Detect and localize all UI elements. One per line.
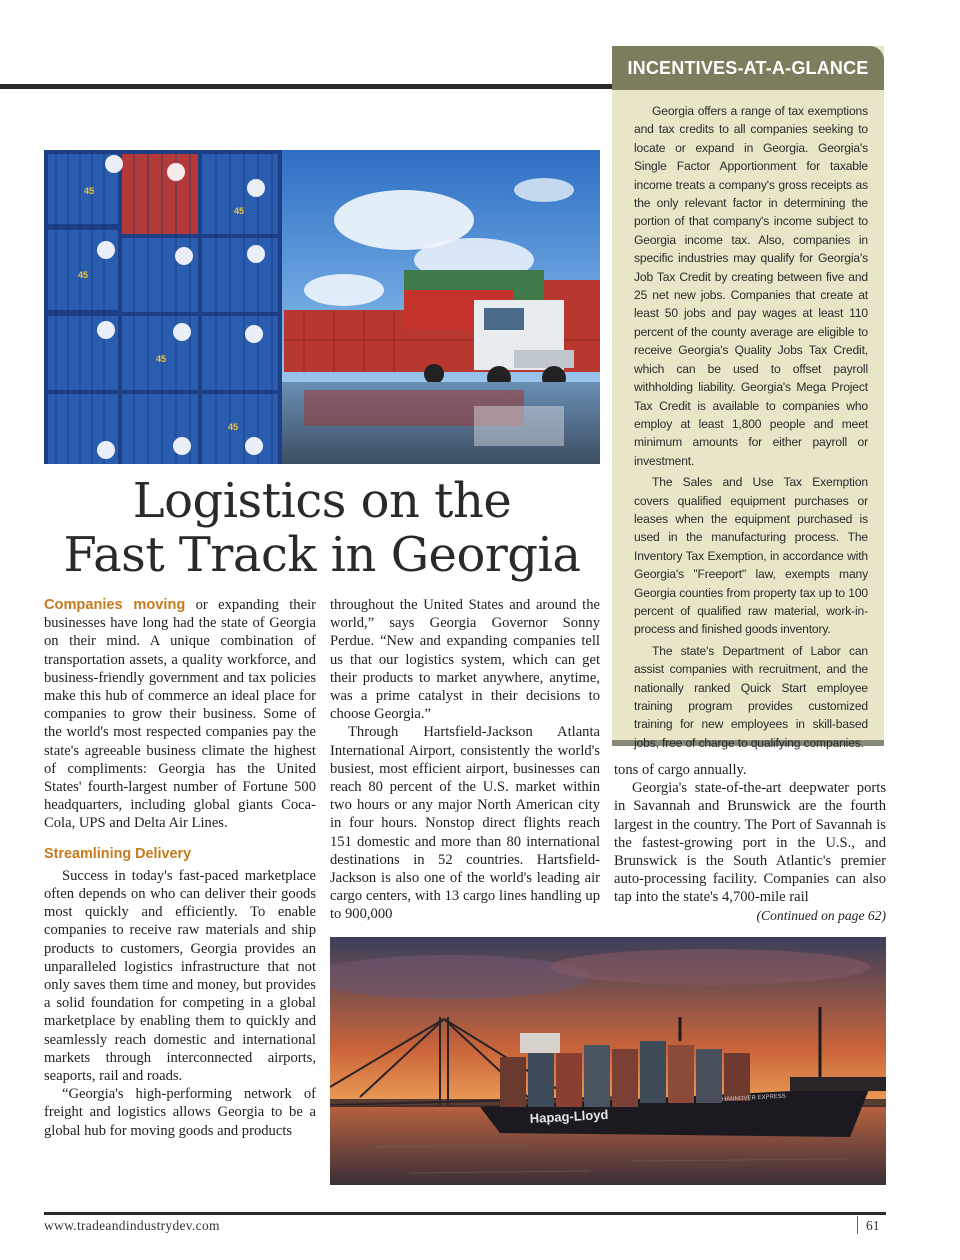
paragraph-text: or expanding their businesses have long had the state of Georgia on their mind. A unique combination of transportation assets, a quality workforce, and business-friendly government and tax policies make this hub of commerce an ideal place for companies to grow their business. Some of the world's most respected companies pay the state's agreeable business climate the highest of compliments: Georgia has the United States' fourth-largest number of Fortune 500 headquarters, including global giants Coca-Cola, UPS and Delta Air Lines. xyxy=(44,597,316,832)
ship-name: Hapag-Lloyd xyxy=(529,1106,609,1126)
footer-separator xyxy=(857,1216,858,1234)
footer-url[interactable]: www.tradeandindustrydev.com xyxy=(44,1218,220,1233)
sidebar-paragraph: The state's Department of Labor can assist companies with recruitment, and the nationally ranked Quick Start employee training program provides customized training for new employees in skill-based jobs, free of charge to qualifying companies. xyxy=(634,643,868,750)
sidebar-body xyxy=(612,90,884,752)
sidebar-paragraph: Georgia offers a range of tax exemptions and tax credits to all companies seeking to locate or expand in Georgia. Georgia's Single Factor Apportionment for taxable income treats a company's gross receipts as the only relevant factor in determining the portion of that company's income subject to Georgia income tax. Also, companies in specific industries may qualify for Georgia's Job Tax Credit by creating between five and 25 net new jobs. Companies that create at least 50 jobs and pay wages at least 110 percent of the county average are eligible to receive Georgia's Quality Jobs Tax Credit, which can be used to offset payroll withholding liability. Georgia's Mega Project Tax Credit is available to companies who employ at least 1,800 people and meet minimum amounts for either payroll or investment. xyxy=(634,104,868,468)
containers-truck-photo xyxy=(44,150,600,464)
article-column-1 xyxy=(44,596,316,1140)
container-ship-photo xyxy=(330,937,886,1185)
footer-rule xyxy=(44,1212,886,1215)
article-paragraph: “Georgia's high-performing network of freight and logistics allows Georgia to be a global hub for moving goods and products xyxy=(44,1086,316,1139)
container-code: 45 xyxy=(234,206,245,216)
sidebar-header: INCENTIVES-AT-A-GLANCE xyxy=(612,46,884,90)
container-code: 45 xyxy=(156,354,167,364)
page-number: 61 xyxy=(866,1218,880,1233)
article-column-3 xyxy=(614,761,886,925)
article-title xyxy=(44,474,600,582)
incentives-sidebar xyxy=(612,46,884,750)
paragraph-text: Georgia's state-of-the-art deepwater ports in Savannah and Brunswick are the fourth largest in the country. The Port of Savannah is the fastest-growing port in the U.S., and Brunswick is the South Atlantic's premier auto-processing facility. Companies can also tap into the state's 4,700-mile rail xyxy=(614,780,886,906)
title-line-2: Fast Track in Georgia xyxy=(63,527,581,583)
article-paragraph xyxy=(614,779,886,923)
article-paragraph: Success in today's fast-paced marketplace often depends on who can deliver their goods most quickly and efficiently. To enable companies to receive raw materials and ship products to customers, Georgia provides an unparalleled logistics infrastructure that not only saves them time and money, but provides a solid foundation for competing in a global marketplace by enabling them to quickly and seamlessly reach domestic and international markets through interconnected airports, seaports, rail and roads. xyxy=(44,867,316,1085)
container-code: 45 xyxy=(78,270,89,280)
article-paragraph xyxy=(44,596,316,833)
article-paragraph: throughout the United States and around the world,” says Georgia Governor Sonny Perdue. “New and expanding companies tell us that our logistics system, which can get their products to market anywhere, anytime, was a prime catalyst in their decisions to choose Georgia.” xyxy=(330,597,600,723)
continued-note: (Continued on page 62) xyxy=(756,907,886,923)
container-code: 45 xyxy=(84,186,95,196)
title-line-1: Logistics on the xyxy=(132,473,512,529)
section-subhead: Streamlining Delivery xyxy=(44,845,192,862)
article-paragraph: Through Hartsfield-Jackson Atlanta International Airport, consistently the world's busiest, most efficient airport, businesses can reach 80 percent of the U.S. market within two hours or any major North American city in four hours. Nonstop direct flights reach 151 domestic and more than 80 international destinations in 52 countries. Hartsfield-Jackson is also one of the world's leading air cargo centers, with 13 cargo lines handling up to 900,000 xyxy=(330,724,600,923)
article-paragraph: tons of cargo annually. xyxy=(614,762,747,778)
container-code: 45 xyxy=(228,422,239,432)
article-column-2 xyxy=(330,596,600,924)
ship-bow-name: HANNOVER EXPRESS xyxy=(721,1093,787,1103)
top-rule xyxy=(0,84,612,89)
sidebar-paragraph: The Sales and Use Tax Exemption covers qualified equipment purchases or leases when the equipment purchased is used in the manufacturing process. The Inventory Tax Exemption, in accordance with Georgia's "Freeport" law, exempts many Georgia counties from property tax up to 100 percent of qualified raw material, work-in-process and finished goods inventory. xyxy=(634,475,868,637)
lead-in: Companies moving xyxy=(44,597,186,613)
